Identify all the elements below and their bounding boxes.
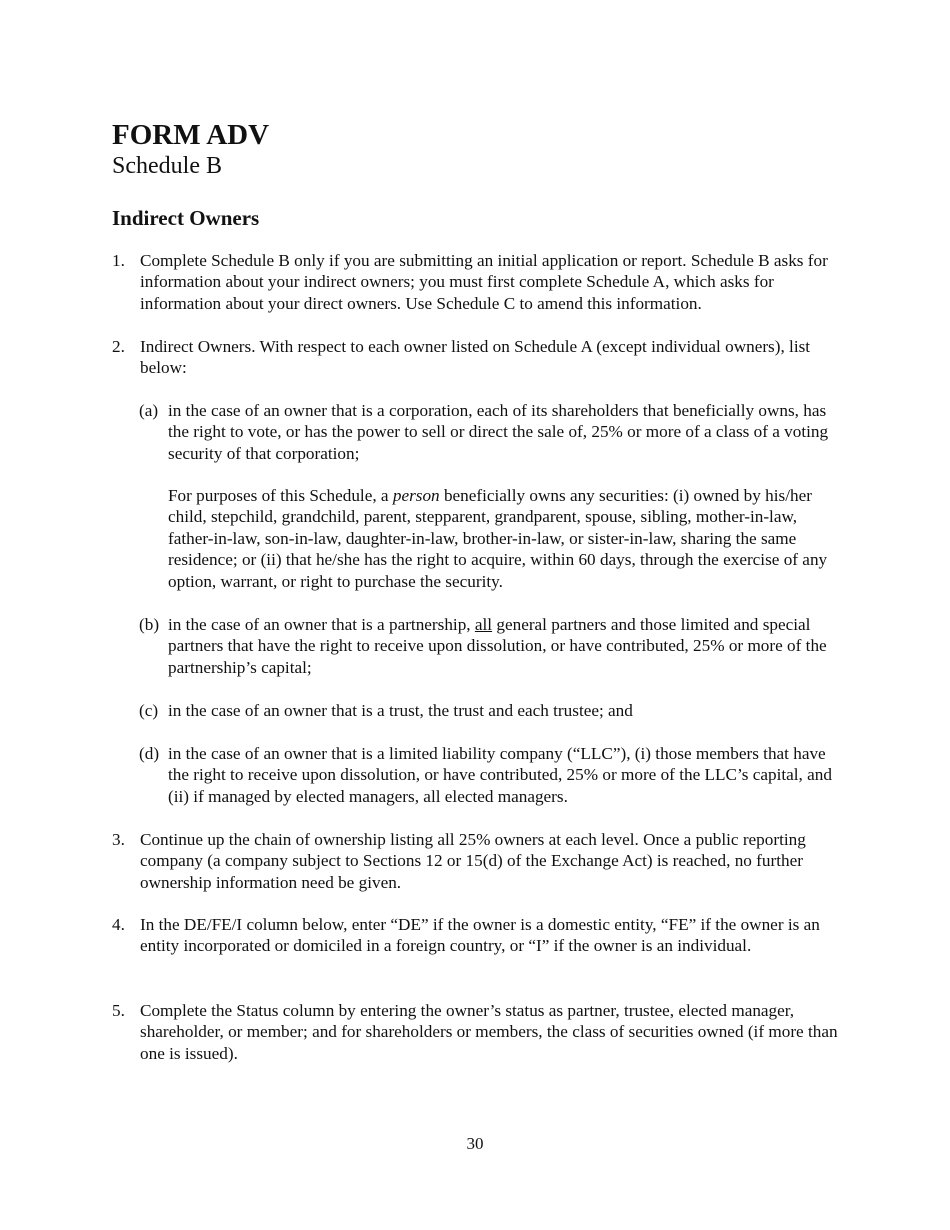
item-number: 3. [112, 830, 125, 849]
instruction-item-1 [112, 250, 842, 314]
item-number: 4. [112, 915, 125, 934]
item-number: 5. [112, 1001, 125, 1020]
subitem-label: (c) [139, 701, 159, 720]
subitem-text [168, 614, 844, 678]
item-number: 2. [112, 337, 125, 356]
section-heading: Indirect Owners [112, 206, 260, 230]
instruction-item-5 [112, 1000, 842, 1064]
note-prefix: For purposes of this Schedule, a [168, 486, 393, 505]
underlined-word-all: all [474, 615, 493, 634]
note-term-person: person [392, 486, 440, 505]
schedule-subtitle: Schedule B [112, 153, 222, 179]
item-text: Continue up the chain of ownership listing all 25% owners at each level. Once a public reporting company (a company subject to Sections 12 or 15(d) of the Exchange Act) is reached, no further ownership information need be given. [140, 830, 806, 892]
subitem-text: in the case of an owner that is a trust, the trust and each trustee; and [168, 701, 633, 720]
subitem-text-rest: general partners and those limited and special partners that have the right to receive upon dissolution, or have contributed, 25% or more of the partnership’s capital; [168, 615, 827, 677]
subitem-text: in the case of an owner that is a limited liability company (“LLC”), (i) those members that have the right to receive upon dissolution, or have contributed, 25% or more of the LLC’s capital, and (ii) if managed by elected managers, all elected managers. [168, 744, 832, 806]
beneficial-ownership-note [168, 485, 844, 592]
form-title: FORM ADV [112, 119, 270, 151]
subitem-label: (d) [139, 744, 160, 763]
instruction-item-2 [112, 336, 842, 379]
item-text: In the DE/FE/I column below, enter “DE” if the owner is a domestic entity, “FE” if the owner is an entity incorporated or domiciled in a foreign country, or “I” if the owner is an individual. [140, 915, 820, 956]
item-text: Complete the Status column by entering the owner’s status as partner, trustee, elected manager, shareholder, or member; and for shareholders or members, the class of securities owned (if more than one is issued). [140, 1001, 838, 1063]
subitem-c [139, 700, 844, 721]
subitem-text: in the case of an owner that is a corporation, each of its shareholders that beneficially owns, has the right to vote, or has the power to sell or direct the sale of, 25% or more of a class of a voting security of that corporation; [168, 401, 829, 463]
item-number: 1. [112, 251, 125, 270]
subitem-text-prefix: in the case of an owner that is a partnership, [168, 615, 475, 634]
subitem-b [139, 614, 844, 678]
subitem-label: (a) [139, 401, 159, 420]
note-rest: beneficially owns any securities: (i) owned by his/her child, stepchild, grandchild, parent, stepparent, grandparent, spouse, sibling, mother-in-law, father-in-law, son-in-law, daughter-in-law, brother-in-law, or sister-in-law, sharing the same residence; or (ii) that he/she has the right to acquire, within 60 days, through the exercise of any option, warrant, or right to purchase the security. [168, 486, 828, 591]
instruction-item-3 [112, 829, 842, 893]
subitem-a [139, 400, 844, 464]
page-number: 30 [466, 1134, 484, 1153]
item-text: Indirect Owners. With respect to each owner listed on Schedule A (except individual owners), list below: [140, 337, 811, 378]
subitem-label: (b) [139, 615, 160, 634]
instruction-item-4 [112, 914, 842, 957]
subitem-d [139, 743, 844, 807]
item-text: Complete Schedule B only if you are submitting an initial application or report. Schedule B asks for information about your indirect owners; you must first complete Schedule A, which asks for information about your direct owners. Use Schedule C to amend this information. [140, 251, 828, 313]
